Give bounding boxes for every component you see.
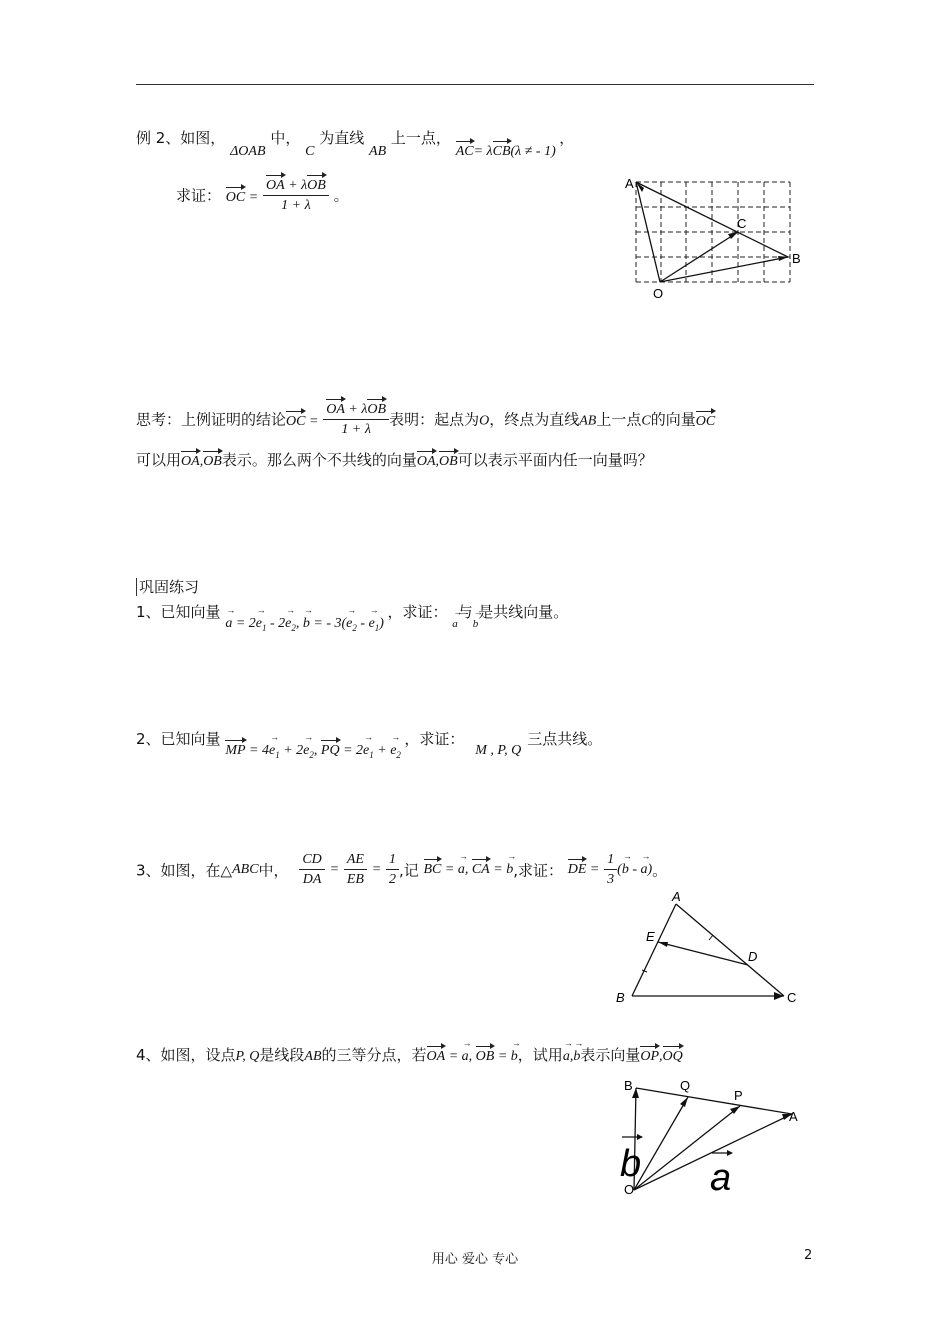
q3-vec-ca: CA bbox=[471, 862, 490, 877]
q1-eq-6: ) bbox=[379, 616, 384, 631]
q3-sep: , bbox=[464, 862, 472, 877]
segment-ba bbox=[636, 1088, 792, 1114]
vec-a-arrowhead bbox=[727, 1150, 733, 1156]
q2-plus-2: + bbox=[373, 743, 391, 758]
q1-eq-5: - bbox=[356, 616, 369, 631]
q3-frac-ae-eb bbox=[344, 852, 367, 888]
q3-eq-4: = bbox=[489, 862, 507, 877]
q1-vec-e1b: e → bbox=[369, 616, 375, 632]
label-vec-a: a bbox=[710, 1157, 732, 1199]
q1-eq-1: = 2 bbox=[232, 616, 256, 631]
think-o: O bbox=[479, 413, 490, 429]
think-vec-oc: OC bbox=[286, 413, 306, 429]
side-ca bbox=[676, 904, 784, 996]
side-ab bbox=[632, 904, 676, 996]
q3-vec-bc: BC bbox=[423, 862, 442, 877]
q1-vec-e2: e → bbox=[285, 616, 291, 632]
q3-vec-a2: a → bbox=[641, 862, 648, 878]
q2-vec-pq: PQ bbox=[320, 743, 340, 758]
q3-paren-close: ) bbox=[647, 862, 653, 877]
q4-vec-b2: b → bbox=[573, 1049, 580, 1065]
q3-vec-de: DE bbox=[567, 862, 587, 877]
arrowhead-q bbox=[680, 1097, 688, 1107]
ex2-text-3: 为直线 bbox=[319, 129, 365, 147]
think-line1 bbox=[136, 402, 715, 438]
q1-formula bbox=[225, 616, 387, 631]
tick-ca bbox=[709, 935, 713, 940]
question-4: 4、如图，设点P, Q是线段AB的三等分点，若OA = a →, OB = b →，试用a →,b →表示向量OP,OQ bbox=[136, 1044, 683, 1065]
q4-vec-b: b → bbox=[511, 1049, 518, 1065]
label-c: C bbox=[737, 216, 747, 231]
ex2-vec-oc: OC bbox=[225, 189, 246, 205]
label-o: O bbox=[653, 286, 664, 301]
q1-eq-3: , bbox=[295, 616, 303, 631]
think-text-7: 表示。那么两个不共线的向量 bbox=[221, 451, 417, 469]
q3-frac4-num: 1 bbox=[604, 852, 617, 870]
question-3 bbox=[136, 852, 667, 888]
q3-frac2-num: AE bbox=[344, 852, 367, 870]
q3-frac4-den: 3 bbox=[607, 872, 615, 887]
ex2-prove-label: 求证： bbox=[176, 186, 222, 205]
think-ab: AB bbox=[579, 413, 597, 429]
ex2-vec-ac: AC bbox=[455, 144, 474, 159]
header-rule bbox=[136, 84, 814, 85]
think-vec-oc2: OC bbox=[695, 413, 716, 429]
q4-vec-oq: OQ bbox=[662, 1049, 683, 1064]
q3-frac2-den: EB bbox=[346, 872, 364, 887]
q1-vec-b2: b → bbox=[473, 618, 479, 630]
label-a: A bbox=[625, 176, 634, 191]
think-vec-ob: OB bbox=[203, 454, 222, 469]
q3-vec-a: a → bbox=[458, 862, 465, 878]
ex2-num-ob: OB bbox=[307, 178, 326, 193]
think-line2: 可以用OA,OB表示。那么两个不共线的向量OA,OB可以表示平面内任一向量吗？ bbox=[136, 451, 653, 469]
q3-frac3-den: 2 bbox=[388, 872, 396, 887]
q2-vec-e2: e → bbox=[303, 743, 309, 759]
ex2-den: 1 + λ bbox=[281, 198, 311, 213]
q2-sub-2: 2 bbox=[309, 749, 314, 760]
think-text-3: ，终点为直线 bbox=[489, 410, 580, 429]
q3-text-3: ,求证： bbox=[513, 861, 563, 880]
ex2-line-ab: AB bbox=[369, 144, 387, 159]
q3-eq-1: = bbox=[329, 862, 340, 877]
q2-vec-e1b: e → bbox=[363, 743, 369, 759]
think-fraction bbox=[323, 402, 389, 438]
q3-paren-open: ( bbox=[617, 862, 622, 877]
think-vec-ob2: OB bbox=[439, 454, 458, 469]
arrowhead-c bbox=[774, 992, 784, 1000]
section-title bbox=[136, 576, 199, 597]
q2-eq-2: = 2 bbox=[339, 743, 364, 758]
q1-sub-2: 2 bbox=[291, 622, 296, 633]
q4-pq: P, Q bbox=[235, 1049, 260, 1064]
q1-text: 1、已知向量 bbox=[136, 603, 221, 621]
q4-sep-1: , bbox=[468, 1049, 476, 1064]
think-num-ob: OB bbox=[367, 402, 387, 417]
q1-text-3: 与 bbox=[457, 603, 473, 621]
q3-end: 。 bbox=[652, 861, 668, 880]
ex2-text-4: 上一点， bbox=[390, 129, 451, 147]
section-title-text: 巩固练习 bbox=[136, 578, 199, 596]
label-a: A bbox=[672, 890, 681, 904]
footer-text: 用心 爱心 专心 bbox=[431, 1252, 519, 1267]
label-o: O bbox=[624, 1182, 635, 1197]
q2-sep: , bbox=[313, 743, 321, 758]
q3-frac-half bbox=[386, 852, 399, 888]
label-q: Q bbox=[680, 1078, 691, 1093]
q4-eq-1: = bbox=[445, 1049, 462, 1064]
label-p: P bbox=[734, 1088, 743, 1103]
page-number-text: 2 bbox=[804, 1248, 813, 1263]
q2-text-3: 三点共线。 bbox=[527, 730, 603, 748]
q1-sub-4: 1 bbox=[374, 622, 380, 633]
think-eq: = bbox=[308, 413, 319, 429]
think-vec-oa: OA bbox=[181, 454, 200, 469]
q2-points: M , P, Q bbox=[475, 743, 522, 758]
ex2-fraction bbox=[263, 178, 329, 214]
label-vec-b: b bbox=[620, 1143, 642, 1185]
think-c: C bbox=[641, 413, 651, 429]
question-1 bbox=[136, 601, 569, 633]
think-text-5: 的向量 bbox=[650, 410, 696, 429]
example2-prove bbox=[176, 178, 349, 214]
q2-text: 2、已知向量 bbox=[136, 730, 221, 748]
q2-plus-1: + 2 bbox=[279, 743, 304, 758]
q4-vec-a2: a → bbox=[563, 1049, 570, 1065]
think-text-6: 可以用 bbox=[136, 451, 182, 469]
q2-eq-1: = 4 bbox=[245, 743, 269, 758]
q1-sub-3: 2 bbox=[352, 622, 357, 633]
q4-text: 4、如图，设点 bbox=[136, 1046, 236, 1064]
think-den: 1 + λ bbox=[341, 422, 371, 437]
think-vec-oa2: OA bbox=[416, 454, 436, 469]
q2-formula bbox=[225, 743, 404, 758]
label-a: A bbox=[789, 1109, 798, 1124]
label-b: B bbox=[616, 990, 625, 1005]
label-b: B bbox=[792, 251, 801, 266]
q3-vec-b2: b → bbox=[622, 862, 629, 878]
q1-vec-a: a → bbox=[225, 616, 232, 632]
q4-text-5: 表示向量 bbox=[580, 1046, 641, 1064]
ex2-text-2: 中， bbox=[270, 129, 301, 147]
question4-figure bbox=[612, 1070, 812, 1205]
ex2-text-1: 例 2、如图， bbox=[136, 129, 226, 147]
q1-eq-2: - 2 bbox=[266, 616, 286, 631]
q4-vec-a: a → bbox=[462, 1049, 469, 1065]
q2-sub-1: 1 bbox=[275, 749, 280, 760]
q4-vec-ob: OB bbox=[475, 1049, 495, 1064]
q3-frac1-den: DA bbox=[302, 872, 322, 887]
q3-frac1-num: CD bbox=[299, 852, 324, 870]
q3-frac-third bbox=[604, 852, 617, 888]
q4-vec-oa: OA bbox=[426, 1049, 446, 1064]
label-b: B bbox=[624, 1078, 633, 1093]
question-2 bbox=[136, 728, 603, 760]
q1-eq-4: = - 3( bbox=[309, 616, 347, 631]
think-num-plus: + λ bbox=[344, 402, 368, 417]
q3-vec-b: b → bbox=[506, 862, 513, 878]
think-text-1: 思考：上例证明的结论 bbox=[136, 410, 287, 429]
example2-line1 bbox=[136, 127, 575, 159]
vector-oq bbox=[634, 1097, 688, 1190]
q3-frac3-num: 1 bbox=[386, 852, 399, 870]
think-text-8: 可以表示平面内任一向量吗？ bbox=[457, 451, 653, 469]
q4-ab: AB bbox=[304, 1049, 322, 1064]
ex2-num-plus: + λ bbox=[284, 178, 308, 193]
q1-vec-a2: a → bbox=[452, 618, 458, 630]
q2-text-2: ，求证： bbox=[404, 730, 465, 748]
label-d: D bbox=[748, 949, 758, 964]
arrowhead-e bbox=[658, 942, 668, 947]
q2-vec-e1: e → bbox=[269, 743, 275, 759]
ex2-end: 。 bbox=[333, 186, 349, 205]
q2-sub-3: 1 bbox=[369, 749, 374, 760]
q4-text-3: 的三等分点，若 bbox=[321, 1046, 427, 1064]
q2-vec-e2b: e → bbox=[390, 743, 396, 759]
q1-vec-e1: e → bbox=[256, 616, 262, 632]
ex2-cond: (λ ≠ - 1) bbox=[510, 144, 556, 159]
ex2-triangle: ΔOAB bbox=[230, 144, 266, 159]
q3-eq-3: = bbox=[441, 862, 458, 877]
q1-sub-1: 1 bbox=[262, 622, 267, 633]
q1-text-2: ，求证： bbox=[387, 603, 448, 621]
label-e: E bbox=[646, 929, 655, 944]
vec-b-arrowhead bbox=[637, 1134, 643, 1140]
ex2-vec-cb: CB bbox=[492, 144, 511, 159]
think-text-4: 上一点 bbox=[596, 410, 642, 429]
q3-text: 3、如图，在△ bbox=[136, 861, 233, 880]
q3-text-2: 中， bbox=[258, 861, 289, 880]
think-comma-1: , bbox=[199, 454, 204, 469]
question3-figure bbox=[612, 890, 802, 1010]
grid-lines bbox=[636, 182, 790, 282]
q3-abc: ABC bbox=[232, 862, 259, 877]
q3-frac-cd-da bbox=[299, 852, 324, 888]
q3-eq-5: = bbox=[589, 862, 600, 877]
ex2-point-c: C bbox=[305, 144, 315, 159]
q3-eq-2: = bbox=[371, 862, 382, 877]
ex2-num-oa: OA bbox=[265, 178, 285, 193]
ex2-equals: = bbox=[248, 189, 259, 205]
arrowhead-b bbox=[632, 1088, 639, 1098]
think-num-oa: OA bbox=[326, 402, 345, 417]
ex2-comma: ， bbox=[559, 129, 575, 147]
example2-figure bbox=[620, 170, 810, 305]
q1-text-4: 是共线向量。 bbox=[478, 603, 569, 621]
page-number bbox=[804, 1248, 812, 1263]
q4-vec-op: OP bbox=[640, 1049, 659, 1064]
q4-text-4: ，试用 bbox=[517, 1046, 563, 1064]
label-c: C bbox=[787, 990, 797, 1005]
ex2-eq: = λ bbox=[473, 144, 493, 159]
q4-text-2: 是线段 bbox=[259, 1046, 305, 1064]
q3-ji: ,记 bbox=[398, 861, 419, 880]
q3-minus: - bbox=[628, 862, 641, 877]
q1-vec-e2b: e → bbox=[346, 616, 352, 632]
q2-sub-4: 2 bbox=[396, 749, 401, 760]
think-text-2: 表明：起点为 bbox=[389, 410, 480, 429]
q2-vec-mp: MP bbox=[225, 743, 246, 758]
q4-eq-2: = bbox=[494, 1049, 511, 1064]
q1-vec-b: b → bbox=[303, 616, 310, 632]
